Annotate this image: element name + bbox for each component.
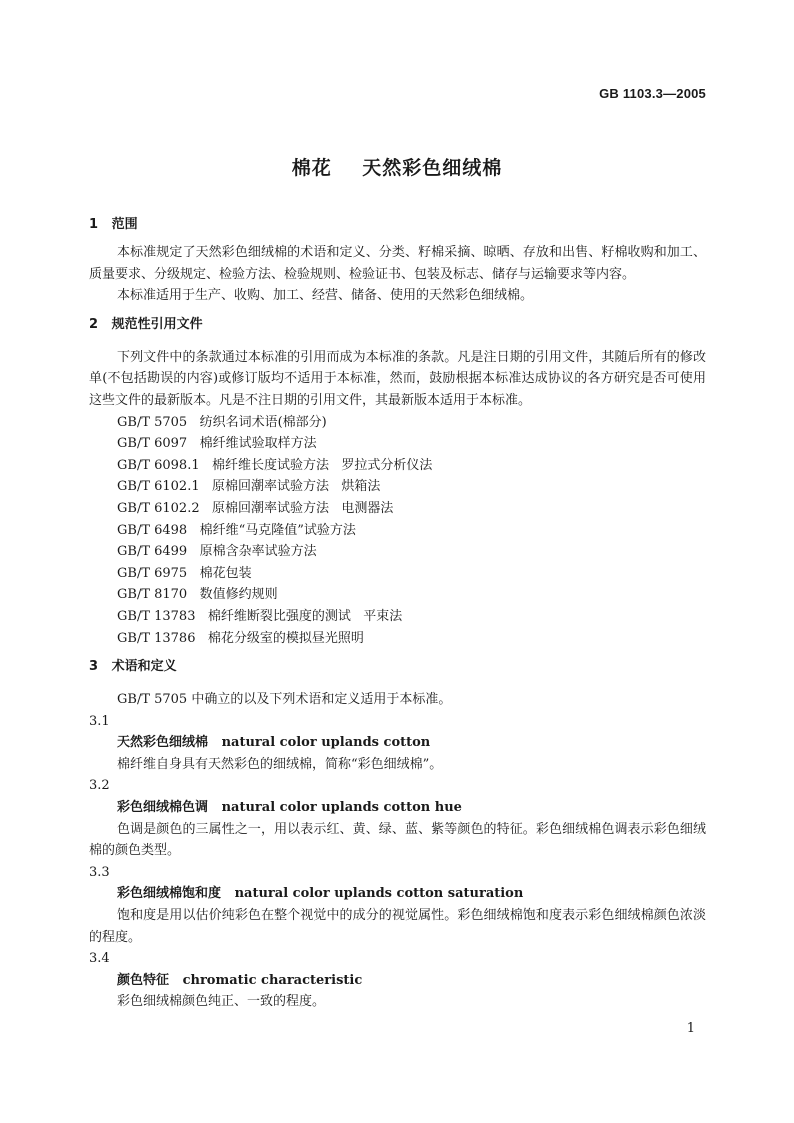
reference-item: GB/T 6498 棉纤维“马克隆值”试验方法 — [117, 522, 356, 538]
page-number: 1 — [686, 1021, 695, 1036]
term-english: natural color uplands cotton — [221, 735, 431, 751]
term-english: natural color uplands cotton hue — [221, 800, 462, 816]
term-heading — [89, 732, 706, 754]
term-heading — [89, 797, 706, 819]
term-chinese: 天然彩色细绒棉 — [117, 735, 209, 751]
term-english: natural color uplands cotton saturation — [234, 886, 524, 902]
reference-item: GB/T 6499 原棉含杂率试验方法 — [117, 544, 317, 560]
term-chinese: 颜色特征 — [117, 972, 170, 988]
reference-item: GB/T 6102.2 原棉回潮率试验方法 电测器法 — [117, 500, 394, 516]
scope-paragraph-1: 本标准规定了天然彩色细绒棉的术语和定义、分类、籽棉采摘、晾晒、存放和出售、籽棉收购和加工、质量要求、分级规定、检验方法、检验规则、检验证书、包装及标志、储存与运输要求等内容。 — [89, 245, 706, 282]
term-chinese: 彩色细绒棉饱和度 — [117, 886, 222, 902]
term-number: 3.4 — [89, 951, 110, 967]
term-english: chromatic characteristic — [182, 972, 363, 988]
standard-code: GB 1103.3—2005 — [599, 86, 706, 101]
section-heading-terms: 3 术语和定义 — [89, 659, 177, 675]
reference-item: GB/T 8170 数值修约规则 — [117, 587, 278, 603]
document-body — [89, 214, 706, 1013]
reference-item: GB/T 6975 棉花包装 — [117, 565, 252, 581]
references-intro: 下列文件中的条款通过本标准的引用而成为本标准的条款。凡是注日期的引用文件，其随后所有的修改单(不包括勘误的内容)或修订版均不适用于本标准，然而，鼓励根据本标准达成协议的各方研究是否可使用这些文件的最新版本。凡是不注日期的引用文件，其最新版本适用于本标准。 — [89, 349, 706, 408]
term-definition: 棉纤维自身具有天然彩色的细绒棉，简称“彩色细绒棉”。 — [117, 756, 443, 772]
term-chinese: 彩色细绒棉色调 — [117, 800, 209, 816]
section-heading-references: 2 规范性引用文件 — [89, 316, 203, 332]
term-definition: 彩色细绒棉颜色纯正、一致的程度。 — [117, 994, 326, 1010]
reference-list — [89, 412, 706, 650]
terms-intro: GB/T 5705 中确立的以及下列术语和定义适用于本标准。 — [117, 692, 452, 708]
term-heading — [89, 970, 706, 992]
section-heading-scope: 1 范围 — [89, 217, 138, 232]
term-number: 3.1 — [89, 713, 110, 729]
reference-item: GB/T 6102.1 原棉回潮率试验方法 烘箱法 — [117, 479, 381, 495]
document-title: 棉花 天然彩色细绒棉 — [291, 157, 503, 179]
term-heading — [89, 883, 706, 905]
reference-item: GB/T 13783 棉纤维断裂比强度的测试 平束法 — [117, 608, 403, 624]
term-definition: 饱和度是用以估价纯彩色在整个视觉中的成分的视觉属性。彩色细绒棉饱和度表示彩色细绒棉颜色浓淡的程度。 — [89, 908, 706, 945]
reference-item: GB/T 5705 纺织名词术语(棉部分) — [117, 414, 327, 430]
term-number: 3.3 — [89, 864, 110, 880]
term-definition: 色调是颜色的三属性之一，用以表示红、黄、绿、蓝、紫等颜色的特征。彩色细绒棉色调表示彩色细绒棉的颜色类型。 — [89, 821, 706, 859]
reference-item: GB/T 6097 棉纤维试验取样方法 — [117, 436, 317, 452]
term-number: 3.2 — [89, 778, 110, 794]
reference-item: GB/T 6098.1 棉纤维长度试验方法 罗拉式分析仪法 — [117, 457, 433, 473]
reference-item: GB/T 13786 棉花分级室的模拟昼光照明 — [117, 630, 364, 646]
scope-paragraph-2: 本标准适用于生产、收购、加工、经营、储备、使用的天然彩色细绒棉。 — [117, 288, 534, 304]
